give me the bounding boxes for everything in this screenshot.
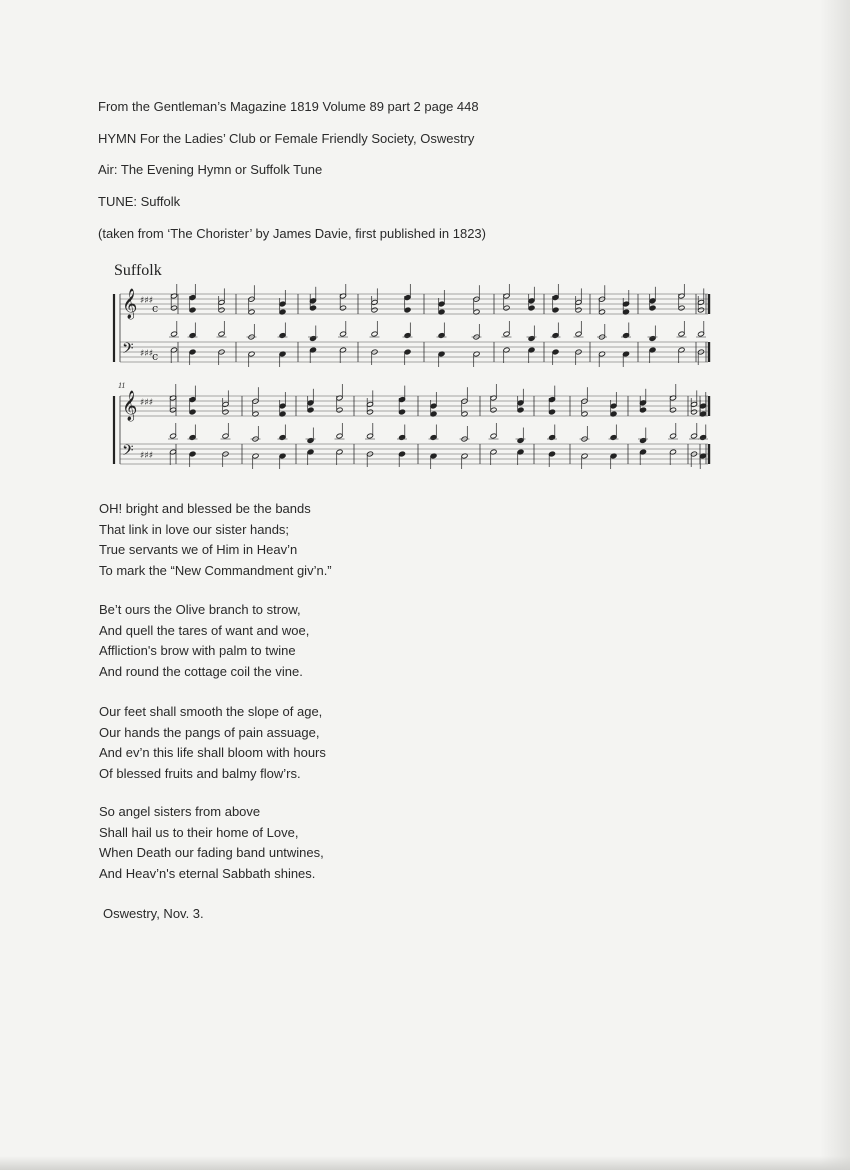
svg-text:c: c bbox=[152, 302, 159, 315]
hymn-title-line: HYMN For the Ladies’ Club or Female Friendly Society, Oswestry bbox=[98, 131, 475, 146]
air-line: Air: The Evening Hymn or Suffolk Tune bbox=[98, 162, 323, 177]
stanza-2 bbox=[99, 600, 309, 682]
stanza-line: That link in love our sister hands; bbox=[99, 521, 290, 537]
score-system-1 bbox=[114, 284, 709, 367]
svg-text:♯♯♯: ♯♯♯ bbox=[140, 349, 154, 359]
signoff: Oswestry, Nov. 3. bbox=[103, 906, 204, 921]
stanza-line: So angel sisters from above bbox=[99, 804, 261, 819]
stanza-line: Of blessed fruits and balmy flow’rs. bbox=[99, 765, 301, 781]
stanza-line: And quell the tares of want and woe, bbox=[99, 622, 310, 638]
stanza-line: Be’t ours the Olive branch to strow, bbox=[99, 602, 301, 617]
stanza-line: Our hands the pangs of pain assuage, bbox=[99, 724, 320, 740]
svg-text:𝄞: 𝄞 bbox=[122, 289, 138, 319]
stanza-line: To mark the “New Commandment giv’n.” bbox=[99, 562, 332, 578]
svg-text:𝄢: 𝄢 bbox=[122, 442, 134, 463]
stanza-1 bbox=[99, 499, 332, 581]
stanza-line: Affliction's brow with palm to twine bbox=[99, 643, 296, 658]
tune-line: TUNE: Suffolk bbox=[98, 194, 181, 209]
measure-number: 11 bbox=[118, 381, 126, 390]
stanza-line: Our feet shall smooth the slope of age, bbox=[99, 704, 323, 719]
page-bottom-edge bbox=[0, 1156, 850, 1170]
svg-text:c: c bbox=[152, 350, 159, 363]
stanza-line: OH! bright and blessed be the bands bbox=[99, 501, 311, 516]
stanza-line: And Heav’n's eternal Sabbath shines. bbox=[99, 865, 316, 881]
credit-line: (taken from ‘The Chorister’ by James Davie, first published in 1823) bbox=[98, 226, 486, 241]
stanza-line: Shall hail us to their home of Love, bbox=[99, 824, 299, 840]
svg-text:♯♯♯: ♯♯♯ bbox=[140, 398, 154, 408]
svg-text:♯♯♯: ♯♯♯ bbox=[140, 451, 154, 461]
source-line: From the Gentleman’s Magazine 1819 Volume 89 part 2 page 448 bbox=[98, 99, 479, 114]
stanza-line: And ev’n this life shall bloom with hours bbox=[99, 745, 326, 760]
svg-text:𝄢: 𝄢 bbox=[122, 340, 134, 361]
sheet-music-score bbox=[108, 284, 718, 474]
stanza-3 bbox=[99, 702, 326, 784]
stanza-line: True servants we of Him in Heav’n bbox=[99, 542, 298, 557]
stanza-4 bbox=[99, 802, 324, 884]
page-shadow bbox=[820, 0, 850, 1170]
stanza-line: When Death our fading band untwines, bbox=[99, 845, 324, 860]
score-title: Suffolk bbox=[114, 262, 162, 279]
score-system-2 bbox=[114, 384, 709, 469]
stanza-line: And round the cottage coil the vine. bbox=[99, 663, 303, 679]
svg-text:♯♯♯: ♯♯♯ bbox=[140, 296, 154, 306]
svg-text:𝄞: 𝄞 bbox=[122, 391, 138, 421]
